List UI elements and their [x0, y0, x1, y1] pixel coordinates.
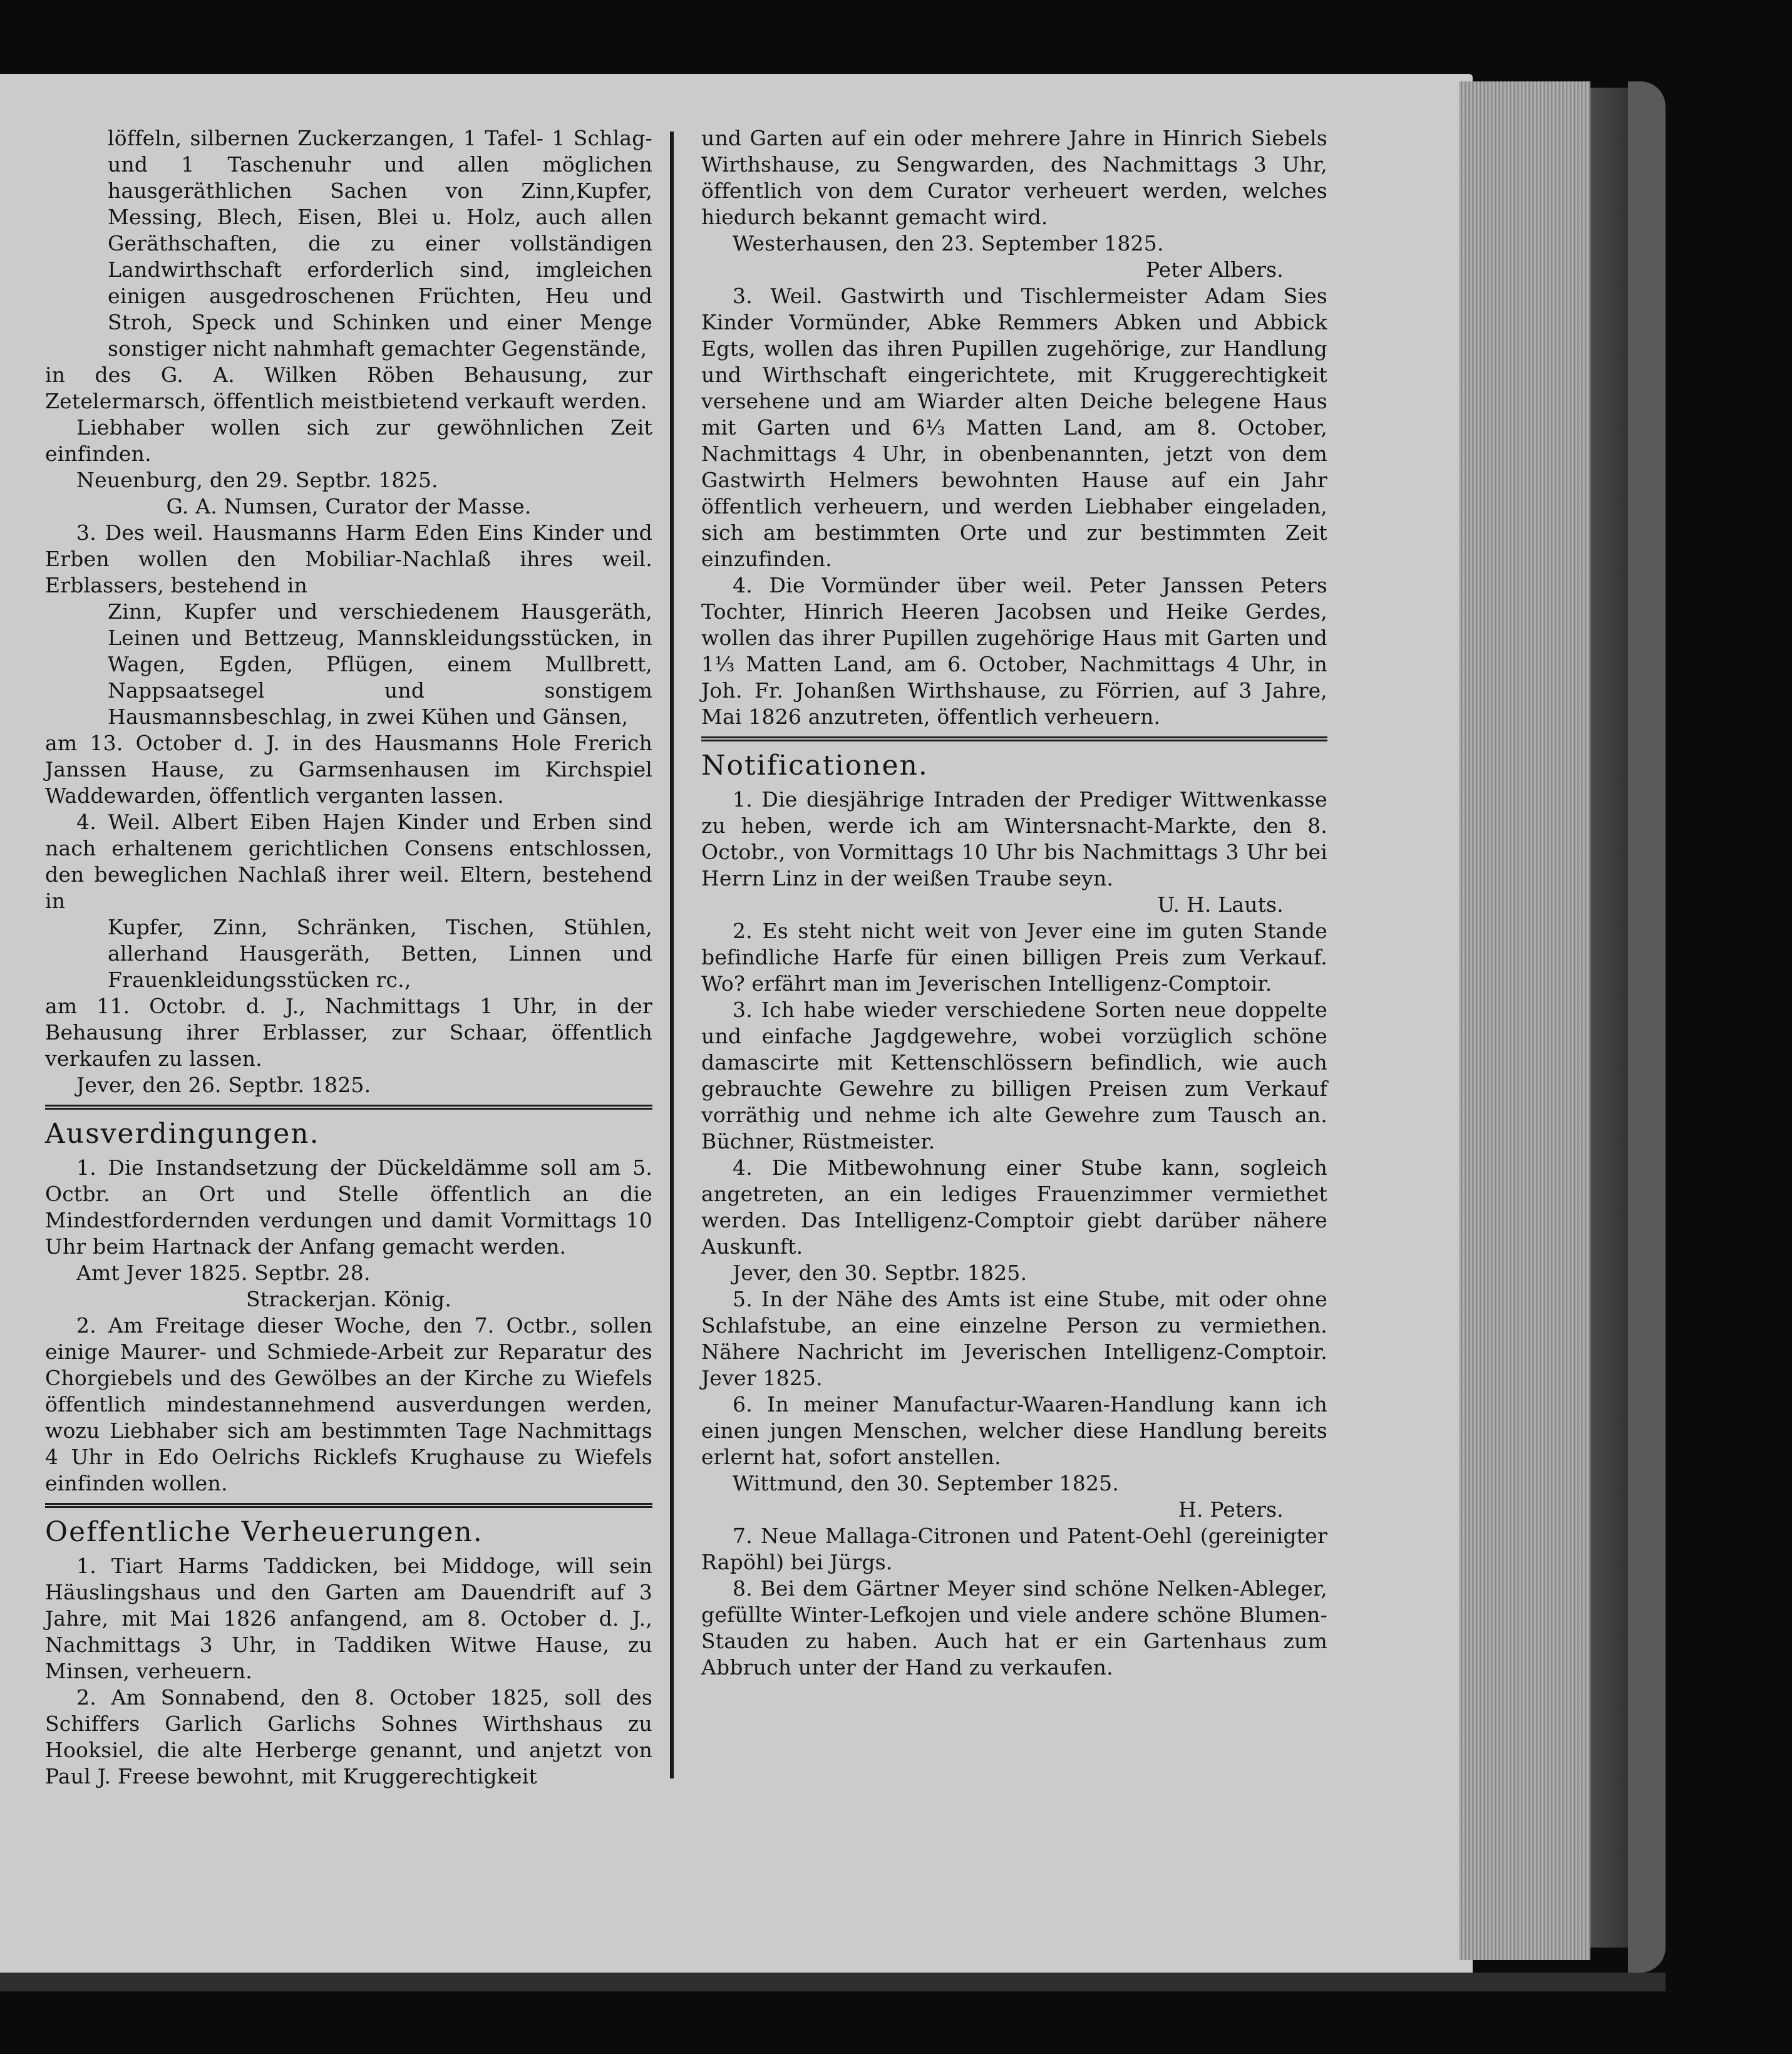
text-paragraph: löffeln, silbernen Zuckerzangen, 1 Tafel- 1 Schlag- und 1 Taschenuhr und allen möglichen hausgeräthlichen Sachen von Zinn,Kupfer, Messing, Blech, Eisen, Blei u. Holz, auch allen Geräthschaften, die zu einer vollständigen Landwirthschaft erforderlich sind, imgleichen einigen ausgedroschenen Früchten, Heu und Stroh, Speck und Schinken und einer Menge sonstiger nicht nahmhaft gemachter Gegenstände,	[108, 126, 652, 361]
text-paragraph: 2. Am Sonnabend, den 8. October 1825, soll des Schiffers Garlich Garlichs Sohnes Wirthshaus zu Hooksiel, die alte Herberge genannt, und anjetzt von Paul J. Freese bewohnt, mit Kruggerechtigkeit	[45, 1685, 652, 1788]
section-heading: Oeffentliche Verheuerungen.	[45, 1516, 483, 1548]
section-separator-rule	[45, 1105, 652, 1110]
column-divider-rule	[670, 132, 674, 1778]
book-cover-edge	[1628, 81, 1666, 1973]
text-paragraph: 5. In der Nähe des Amts ist eine Stube, mit oder ohne Schlafstube, an eine einzelne Person zu vermiethen. Nähere Nachricht im Jeverischen Intelligenz-Comptoir. Jever 1825.	[701, 1287, 1327, 1390]
text-paragraph: 7. Neue Mallaga-Citronen und Patent-Oehl (gereinigter Rapöhl) bei Jürgs.	[701, 1524, 1327, 1574]
text-paragraph: Liebhaber wollen sich zur gewöhnlichen Zeit einfinden.	[45, 415, 652, 466]
text-paragraph: Amt Jever 1825. Septbr. 28.	[76, 1261, 371, 1285]
text-paragraph: 3. Des weil. Hausmanns Harm Eden Eins Kinder und Erben wollen den Mobiliar-Nachlaß ihres weil. Erblassers, bestehend in	[45, 520, 652, 597]
text-paragraph: in des G. A. Wilken Röben Behausung, zur Zetelermarsch, öffentlich meistbietend verkauft werden.	[45, 363, 652, 413]
text-paragraph: Jever, den 26. Septbr. 1825.	[76, 1073, 371, 1097]
text-paragraph: 3. Weil. Gastwirth und Tischlermeister Adam Sies Kinder Vormünder, Abke Remmers Abken und Abbick Egts, wollen das ihren Pupillen zugehörige, zur Handlung und Wirthschaft eingerichtete, mit Kruggerechtigkeit versehene und am Wiarder alten Deiche belegene Haus mit Garten und 6⅓ Matten Land, am 8. October, Nachmittags 4 Uhr, in obenbenannten, jetzt von dem Gastwirth Helmers bewohnten Hause auf ein Jahr öffentlich verheuern, und werden Liebhaber eingeladen, sich am bestimmten Orte und zur bestimmten Zeit einzufinden.	[701, 284, 1327, 571]
text-paragraph: 4. Weil. Albert Eiben Hajen Kinder und Erben sind nach erhaltenem gerichtlichen Consens entschlossen, den beweglichen Nachlaß ihrer weil. Eltern, bestehend in	[45, 810, 652, 913]
text-paragraph: U. H. Lauts.	[1157, 892, 1284, 917]
text-paragraph: 4. Die Vormünder über weil. Peter Janssen Peters Tochter, Hinrich Heeren Jacobsen und Heike Gerdes, wollen das ihrer Pupillen zugehörige Haus mit Garten und 1⅓ Matten Land, am 6. October, Nachmittags 4 Uhr, in Joh. Fr. Johanßen Wirthshause, zu Förrien, auf 3 Jahre, Mai 1826 anzutreten, öffentlich verheuern.	[701, 573, 1327, 729]
text-paragraph: 6. In meiner Manufactur-Waaren-Handlung kann ich einen jungen Menschen, welcher diese Handlung bereits erlernt hat, sofort anstellen.	[701, 1392, 1327, 1469]
text-paragraph: Jever, den 30. Septbr. 1825.	[733, 1261, 1027, 1285]
book-page-edges	[1459, 81, 1590, 1960]
section-separator-rule	[45, 1503, 652, 1508]
text-paragraph: 1. Die diesjährige Intraden der Prediger Wittwenkasse zu heben, werde ich am Wintersnacht-Markte, den 8. Octobr., von Vormittags 10 Uhr bis Nachmittags 3 Uhr bei Herrn Linz in der weißen Traube seyn.	[701, 787, 1327, 890]
text-paragraph: Westerhausen, den 23. September 1825.	[733, 231, 1164, 255]
text-paragraph: 2. Es steht nicht weit von Jever eine im guten Stande befindliche Harfe für einen billigen Preis zum Verkauf. Wo? erfährt man im Jeverischen Intelligenz-Comptoir.	[701, 919, 1327, 996]
text-paragraph: 2. Am Freitage dieser Woche, den 7. Octbr., sollen einige Maurer- und Schmiede-Arbeit zur Reparatur des Chorgiebels und des Gewölbes an der Kirche zu Wiefels öffentlich mindestannehmend ausverdungen werden, wozu Liebhaber sich am bestimmten Tage Nachmittags 4 Uhr in Edo Oelrichs Ricklefs Krughause zu Wiefels einfinden wollen.	[45, 1313, 652, 1495]
text-paragraph: Wittmund, den 30. September 1825.	[733, 1471, 1120, 1495]
text-paragraph: am 11. Octobr. d. J., Nachmittags 1 Uhr, in der Behausung ihrer Erblasser, zur Schaar, öffentlich verkaufen zu lassen.	[45, 994, 652, 1071]
text-paragraph: 1. Tiart Harms Taddicken, bei Middoge, will sein Häuslingshaus und den Garten am Dauendrift auf 3 Jahre, mit Mai 1826 anfangend, am 8. October d. J., Nachmittags 3 Uhr, in Taddiken Witwe Hause, zu Minsen, verheuern.	[45, 1554, 652, 1683]
book-bottom-edge	[0, 1973, 1666, 1991]
right-text-column	[701, 125, 1327, 1681]
text-paragraph: 8. Bei dem Gärtner Meyer sind schöne Nelken-Ableger, gefüllte Winter-Lefkojen und viele andere schöne Blumen-Stauden zu haben. Auch hat er ein Gartenhaus zum Abbruch unter der Hand zu verkaufen.	[701, 1576, 1327, 1680]
section-heading: Notificationen.	[701, 750, 929, 782]
text-paragraph: Zinn, Kupfer und verschiedenem Hausgeräth, Leinen und Bettzeug, Mannskleidungsstücken, in Wagen, Egden, Pflügen, einem Mullbrett, Nappsaatsegel und sonstigem Hausmannsbeschlag, in zwei Kühen und Gänsen,	[108, 599, 652, 729]
section-separator-rule	[701, 736, 1327, 741]
text-paragraph: am 13. October d. J. in des Hausmanns Hole Frerich Janssen Hause, zu Garmsenhausen im Kirchspiel Waddewarden, öffentlich verganten lassen.	[45, 731, 652, 808]
text-paragraph: 4. Die Mitbewohnung einer Stube kann, sogleich angetreten, an ein lediges Frauenzimmer vermiethet werden. Das Intelligenz-Comptoir giebt darüber nähere Auskunft.	[701, 1155, 1327, 1259]
text-paragraph: G. A. Numsen, Curator der Masse.	[166, 494, 532, 519]
text-paragraph: und Garten auf ein oder mehrere Jahre in Hinrich Siebels Wirthshause, zu Sengwarden, des Nachmittags 3 Uhr, öffentlich von dem Curator verheuert werden, welches hiedurch bekannt gemacht wird.	[701, 126, 1327, 229]
text-paragraph: H. Peters.	[1178, 1497, 1284, 1522]
text-paragraph: 1. Die Instandsetzung der Dückeldämme soll am 5. Octbr. an Ort und Stelle öffentlich an die Mindestfordernden verdungen und damit Vormittags 10 Uhr beim Hartnack der Anfang gemacht werden.	[45, 1155, 652, 1259]
text-paragraph: Peter Albers.	[1145, 257, 1284, 282]
text-paragraph: Neuenburg, den 29. Septbr. 1825.	[76, 468, 438, 492]
text-paragraph: Strackerjan. König.	[245, 1287, 452, 1311]
text-paragraph: 3. Ich habe wieder verschiedene Sorten neue doppelte und einfache Jagdgewehre, wobei vorzüglich schöne damascirte mit Kettenschlössern befindlich, wie auch gebrauchte Gewehre zu billigen Preisen zum Verkauf vorräthig und nehme ich alte Gewehre zum Tausch an. Büchner, Rüstmeister.	[701, 998, 1327, 1153]
section-heading: Ausverdingungen.	[45, 1118, 320, 1150]
text-paragraph: Kupfer, Zinn, Schränken, Tischen, Stühlen, allerhand Hausgeräth, Betten, Linnen und Frauenkleidungsstücken rc.,	[108, 915, 652, 992]
left-text-column	[45, 125, 652, 1790]
